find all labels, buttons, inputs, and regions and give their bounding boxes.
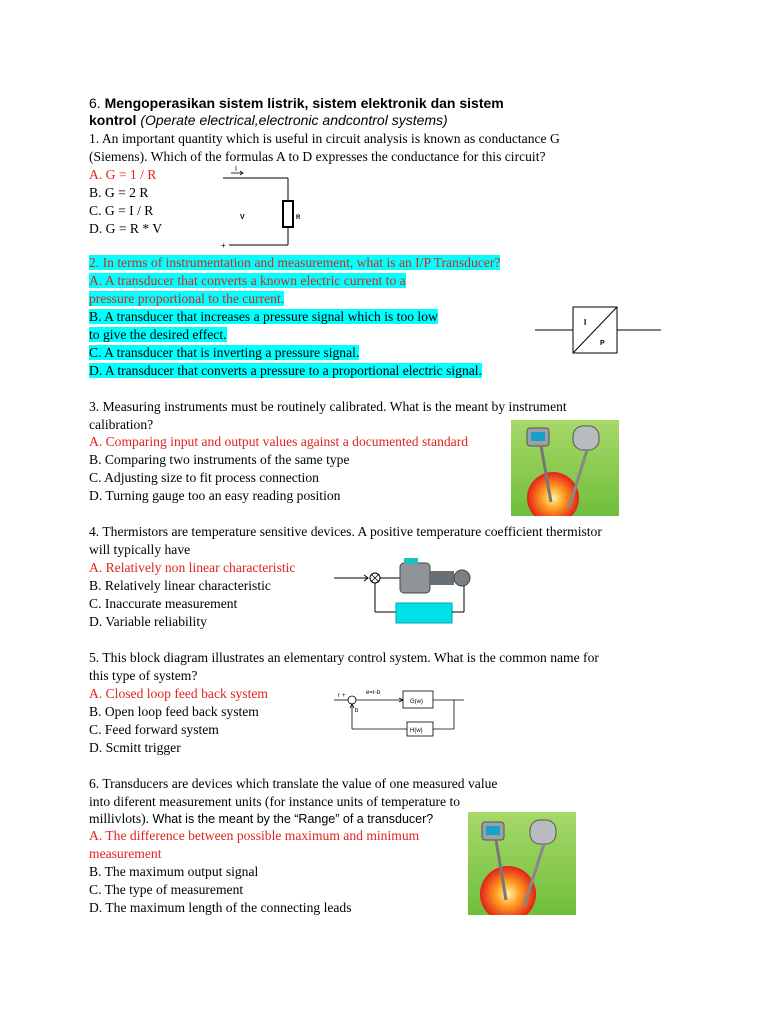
block-error-label: e=r-b: [366, 690, 381, 696]
q3-text-1: 3. Measuring instruments must be routinely calibrated. What is the meant by instrument: [89, 399, 567, 414]
circuit-diagram: [215, 163, 310, 251]
q2-line-d: [89, 362, 482, 379]
q5-text-2: this type of system?: [89, 668, 198, 683]
thermocouple-image-2: [468, 812, 576, 915]
q6-option-c: C. The type of measurement: [89, 882, 244, 897]
q4-text-2: will typically have: [89, 542, 191, 557]
q1-option-b: B. G = 2 R: [89, 185, 149, 200]
q6-text-3a: millivlots).: [89, 811, 150, 826]
q2-line-b1: [89, 308, 438, 325]
q4-option-d: D. Variable reliability: [89, 614, 207, 629]
section-title-line2: kontrol: [89, 112, 137, 128]
q4-option-b: B. Relatively linear characteristic: [89, 578, 271, 593]
q6-option-b: B. The maximum output signal: [89, 864, 259, 879]
q5-option-d: D. Scmitt trigger: [89, 740, 181, 755]
section-heading: [89, 95, 504, 112]
q2-line-b2: [89, 326, 227, 343]
ip-block-i-label: I: [584, 318, 587, 327]
circuit-voltage-label: V: [240, 214, 245, 221]
q6-option-d: D. The maximum length of the connecting leads: [89, 900, 352, 915]
q5-option-a: A. Closed loop feed back system: [89, 686, 268, 701]
block-feedback-label: H(w): [410, 728, 423, 734]
q2-option-b-2: to give the desired effect.: [89, 327, 227, 342]
circuit-plus-label: +: [221, 241, 226, 250]
q5-option-b: B. Open loop feed back system: [89, 704, 259, 719]
q6-option-a-1: A. The difference between possible maximum and minimum: [89, 828, 420, 843]
q4-option-a: A. Relatively non linear characteristic: [89, 560, 296, 575]
q3-option-b: B. Comparing two instruments of the same type: [89, 452, 350, 467]
q3-option-d: D. Turning gauge too an easy reading position: [89, 488, 341, 503]
ip-transducer-block: [535, 305, 663, 357]
q2-option-c: C. A transducer that is inverting a pressure signal.: [89, 345, 360, 360]
q2-line-a2: [89, 290, 284, 307]
thermocouple-image-1: [511, 420, 619, 516]
ip-block-p-label: P: [600, 340, 605, 347]
q3-option-c: C. Adjusting size to fit process connection: [89, 470, 319, 485]
q1-option-d: D. G = R * V: [89, 221, 163, 236]
block-sum-sign: +: [342, 693, 346, 699]
q6-text-3b: What is the meant by the “Range” of a transducer?: [149, 812, 434, 826]
section-title-line1: Mengoperasikan sistem listrik, sistem elektronik dan sistem: [104, 95, 504, 111]
q2-option-b-1: B. A transducer that increases a pressure signal which is too low: [89, 309, 438, 324]
q6-text-2: into diferent measurement units (for instance units of temperature to: [89, 794, 461, 809]
q3-option-a: A. Comparing input and output values against a documented standard: [89, 434, 469, 449]
circuit-resistor-label: R: [296, 215, 301, 221]
q2-line-c: [89, 344, 359, 361]
q2-option-a-2: pressure proportional to the current.: [89, 291, 285, 306]
q4-text-1: 4. Thermistors are temperature sensitive devices. A positive temperature coefficient thermistor: [89, 524, 602, 539]
q1-option-a: A. G = 1 / R: [89, 167, 157, 182]
block-forward-label: G(w): [410, 699, 423, 705]
q3-text-2: calibration?: [89, 417, 154, 432]
q6-text-1: 6. Transducers are devices which translate the value of one measured value: [89, 776, 498, 791]
q1-option-c: C. G = I / R: [89, 203, 154, 218]
q2-question: 2. In terms of instrumentation and measurement, what is an I/P Transducer?: [89, 255, 501, 270]
q1-text-2: (Siemens). Which of the formulas A to D expresses the conductance for this circuit?: [89, 149, 546, 164]
q5-option-c: C. Feed forward system: [89, 722, 219, 737]
q4-option-c: C. Inaccurate measurement: [89, 596, 238, 611]
block-feedback-signal-label: b: [355, 708, 359, 714]
q5-text-1: 5. This block diagram illustrates an elementary control system. What is the common name for: [89, 650, 599, 665]
circuit-current-label: I: [235, 166, 237, 173]
q2-option-d: D. A transducer that converts a pressure to a proportional electric signal.: [89, 363, 482, 378]
q6-text-3: [89, 810, 433, 828]
q2-text-1: [89, 254, 500, 271]
q2-line-a1: [89, 272, 406, 289]
q1-text-1: 1. An important quantity which is useful in circuit analysis is known as conductance G: [89, 131, 560, 146]
section-heading-line2: [89, 112, 448, 129]
q6-option-a-2: measurement: [89, 846, 162, 861]
section-number: 6.: [89, 95, 101, 111]
block-input-label: r: [338, 693, 340, 699]
control-block-diagram: [330, 683, 468, 741]
motor-loop-diagram: [330, 555, 490, 627]
q2-option-a-1: A. A transducer that converts a known electric current to a: [89, 273, 406, 288]
section-subtitle: (Operate electrical,electronic andcontrol systems): [140, 112, 448, 128]
